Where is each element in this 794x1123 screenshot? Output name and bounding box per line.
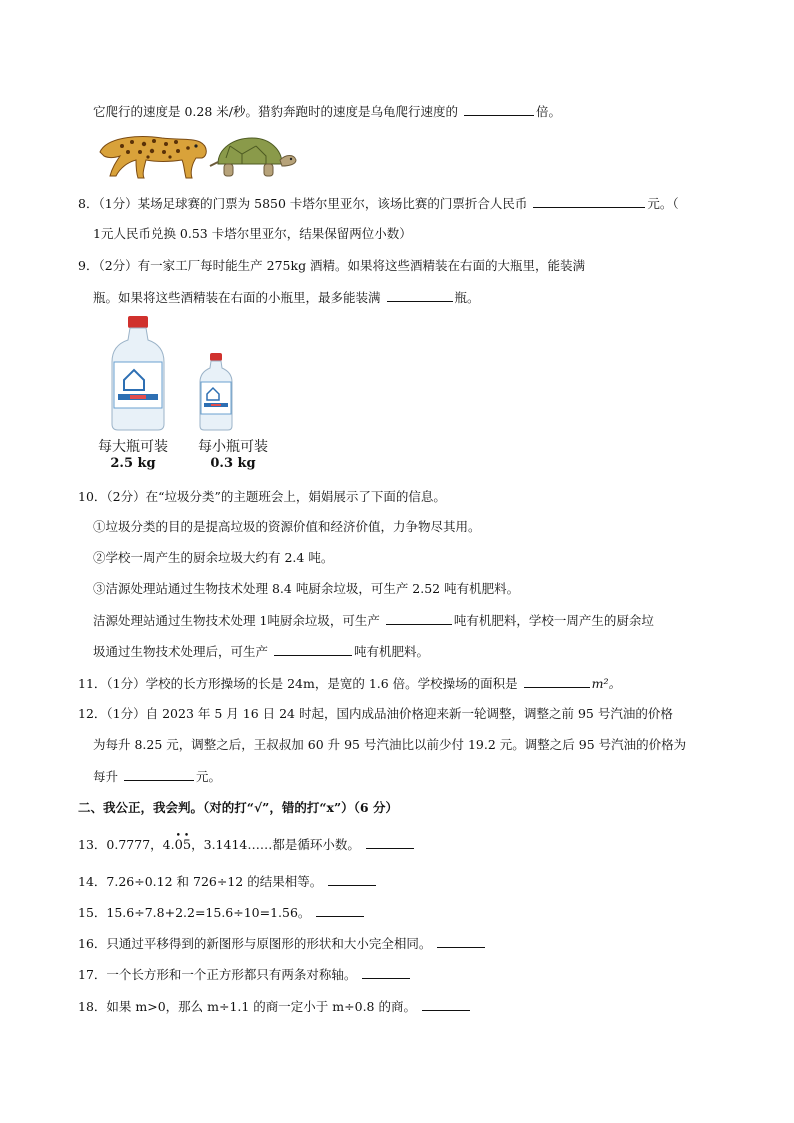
q14-judge-blank[interactable]: [328, 873, 376, 886]
q8-line1: 8．（1分）某场足球赛的门票为 5850 卡塔尔里亚尔，该场比赛的门票折合人民币 元。（: [78, 196, 679, 211]
q9-answer-blank[interactable]: [387, 289, 453, 302]
cheetah-icon: [100, 137, 206, 178]
q10-question-line2: 圾通过生物技术处理后，可生产 吨有机肥料。: [93, 644, 430, 659]
repeating-decimal: •• 05: [174, 831, 193, 853]
cheetah-tortoise-image: [92, 124, 297, 182]
q15-line: 15．15.6÷7.8+2.2=15.6÷10=1.56。: [78, 904, 366, 921]
q17-line: 17．一个长方形和一个正方形都只有两条对称轴。: [78, 966, 412, 983]
q7-answer-blank[interactable]: [464, 103, 534, 116]
q16-judge-blank[interactable]: [437, 935, 485, 948]
section2-title: 二、我公正，我会判。（对的打“√”，错的打“x”）（6 分）: [78, 800, 398, 815]
big-bottle-icon: [108, 314, 168, 432]
q15-judge-blank[interactable]: [316, 904, 364, 917]
q9-line1: 9．（2分）有一家工厂每时能生产 275kg 酒精。如果将这些酒精装在右面的大瓶里，能装满: [78, 258, 586, 273]
q10-item2: ②学校一周产生的厨余垃圾大约有 2.4 吨。: [93, 550, 334, 565]
tortoise-icon: [210, 138, 296, 176]
q10-item3: ③洁源处理站通过生物技术处理 8.4 吨厨余垃圾，可生产 2.52 吨有机肥料。: [93, 581, 520, 596]
q10-question-line1: 洁源处理站通过生物技术处理 1吨厨余垃圾，可生产 吨有机肥料，学校一周产生的厨余垃: [93, 613, 654, 628]
q8-answer-blank[interactable]: [533, 195, 645, 208]
q7-line: 它爬行的速度是 0.28 米/秒。猎豹奔跑时的速度是乌龟爬行速度的 倍。: [93, 104, 561, 119]
q11-line: 11．（1分）学校的长方形操场的长是 24m，是宽的 1.6 倍。学校操场的面积是 m²。: [78, 676, 622, 691]
q12-line2: 为每升 8.25 元，调整之后，王叔叔加 60 升 95 号汽油比以前少付 19.2 元。调整之后 95 号汽油的价格为: [93, 737, 687, 752]
q18-line: 18．如果 m>0，那么 m÷1.1 的商一定小于 m÷0.8 的商。: [78, 998, 472, 1015]
q10-answer-blank-2[interactable]: [274, 643, 352, 656]
q17-judge-blank[interactable]: [362, 966, 410, 979]
q8-line2: 1元人民币兑换 0.53 卡塔尔里亚尔，结果保留两位小数）: [93, 226, 412, 241]
q10-answer-blank-1[interactable]: [386, 612, 452, 625]
q12-line3: 每升 元。: [93, 769, 222, 784]
q18-judge-blank[interactable]: [422, 998, 470, 1011]
q10-item1: ①垃圾分类的目的是提高垃圾的资源价值和经济价值，力争物尽其用。: [93, 519, 481, 534]
q16-line: 16．只通过平移得到的新图形与原图形的形状和大小完全相同。: [78, 935, 487, 952]
q9-line2: 瓶。如果将这些酒精装在右面的小瓶里，最多能装满 瓶。: [93, 290, 480, 305]
q12-line1: 12．（1分）自 2023 年 5 月 16 日 24 时起，国内成品油价格迎来新一轮调整，调整之前 95 号汽油的价格: [78, 706, 673, 721]
q12-answer-blank[interactable]: [124, 768, 194, 781]
q10-title: 10．（2分）在“垃圾分类”的主题班会上，娟娟展示了下面的信息。: [78, 489, 446, 504]
q11-answer-blank[interactable]: [524, 675, 590, 688]
big-bottle-caption: 每大瓶可装 2.5 kg: [98, 439, 168, 471]
small-bottle-caption: 每小瓶可装 0.3 kg: [198, 439, 268, 471]
q13-line: 13．0.7777，4. •• 05，3.1414……都是循环小数。: [78, 836, 416, 854]
q13-judge-blank[interactable]: [366, 836, 414, 849]
q14-line: 14．7.26÷0.12 和 726÷12 的结果相等。: [78, 873, 378, 890]
small-bottle-icon: [198, 352, 234, 432]
